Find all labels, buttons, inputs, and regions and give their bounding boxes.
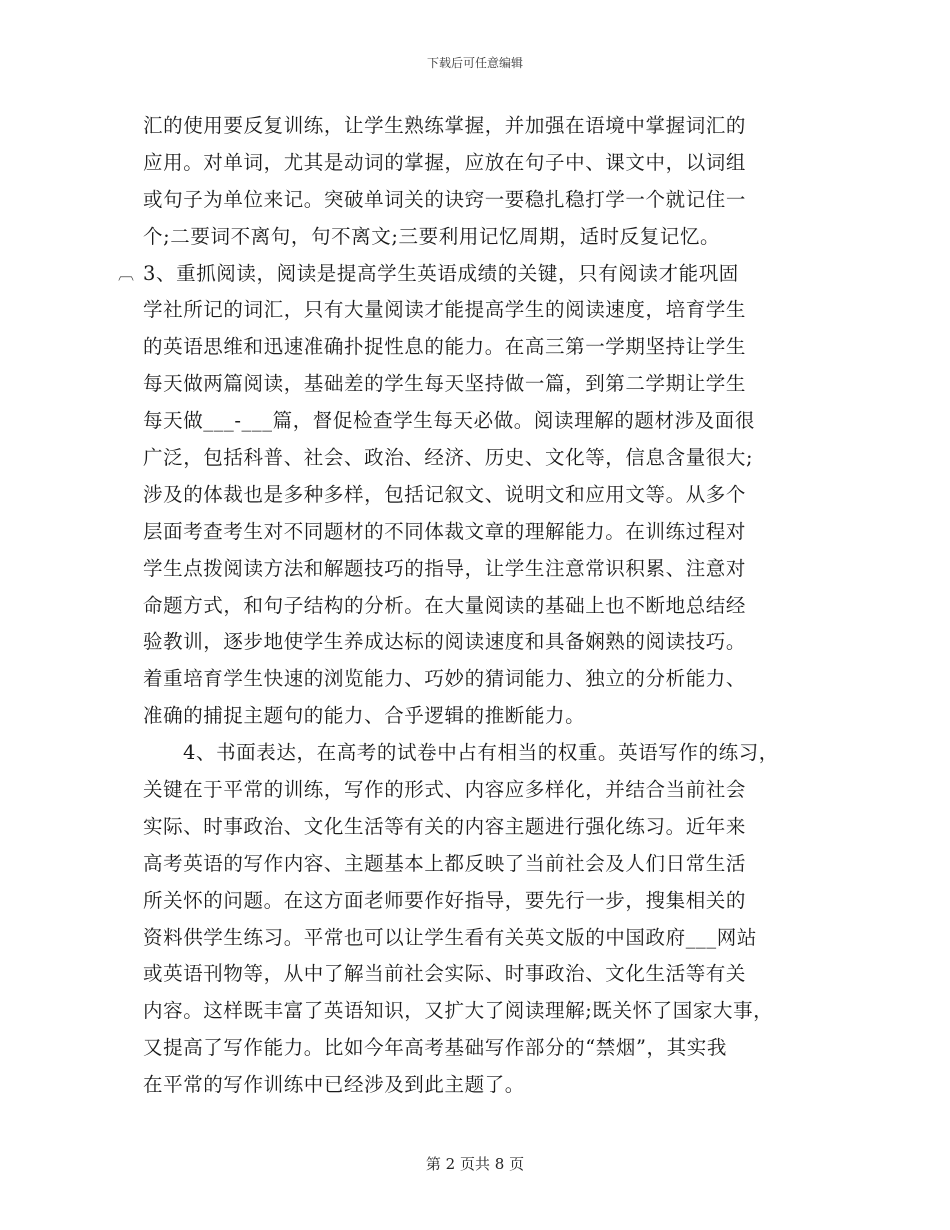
text-line: 层面考查考生对不同题材的不同体裁文章的理解能力。在训练过程对: [143, 519, 747, 543]
text-line: 每天做___-___篇，督促检查学生每天必做。阅读理解的题材涉及面很: [143, 409, 755, 433]
text-line: [118, 256, 833, 293]
text-line: 涉及的体裁也是多种多样，包括记叙文、说明文和应用文等。从多个: [143, 482, 747, 506]
page-number: 第 2 页共 8 页: [425, 1155, 525, 1173]
text-line: 或英语刊物等，从中了解当前社会实际、时事政治、文化生活等有关: [143, 962, 747, 986]
text-line: 学社所记的词汇，只有大量阅读才能提高学生的阅读速度，培育学生: [143, 298, 747, 322]
text-line: 应用。对单词，尤其是动词的掌握，应放在句子中、课文中，以词组: [143, 150, 747, 174]
text-line: 所关怀的问题。在这方面老师要作好指导，要先行一步，搜集相关的: [143, 888, 747, 912]
header-note: 下载后可任意编辑: [426, 56, 523, 70]
text-line-content: 3、重抓阅读，阅读是提高学生英语成绩的关键，只有阅读才能巩固: [143, 261, 739, 285]
text-line: 每天做两篇阅读，基础差的学生每天坚持做一篇，到第二学期让学生: [143, 372, 747, 396]
text-line: 学生点拨阅读方法和解题技巧的指导，让学生注意常识积累、注意对: [143, 556, 747, 580]
text-line: 个;二要词不离句，句不离文;三要利用记忆周期，适时反复记忆。: [143, 224, 721, 248]
text-line: 在平常的写作训练中已经涉及到此主题了。: [143, 1073, 525, 1097]
text-line: 命题方式，和句子结构的分析。在大量阅读的基础上也不断地总结经: [143, 593, 747, 617]
text-line: 或句子为单位来记。突破单词关的诀窍一要稳扎稳打学一个就记住一: [143, 187, 747, 211]
text-line: 着重培育学生快速的浏览能力、巧妙的猜词能力、独立的分析能力、: [143, 667, 747, 691]
text-line: 汇的使用要反复训练，让学生熟练掌握，并加强在语境中掌握词汇的: [143, 114, 747, 137]
text-line: 资料供学生练习。平常也可以让学生看有关英文版的中国政府___网站: [143, 925, 757, 949]
text-line: 高考英语的写作内容、主题基本上都反映了当前社会及人们日常生活: [143, 851, 747, 875]
text-line: 准确的捕捉主题句的能力、合乎逻辑的推断能力。: [143, 704, 586, 728]
bracket-mark: ︹: [118, 263, 135, 283]
text-line: 4、书面表达，在高考的试卷中占有相当的权重。英语写作的练习，: [183, 741, 779, 765]
text-line: 广泛，包括科普、社会、政治、经济、历史、文化等，信息含量很大;: [143, 446, 754, 470]
text-line: 又提高了写作能力。比如今年高考基础写作部分的“禁烟”，其实我: [143, 1036, 727, 1060]
text-line: 的英语思维和迅速准确扑捉性息的能力。在高三第一学期坚持让学生: [143, 335, 747, 359]
text-line: 实际、时事政治、文化生活等有关的内容主题进行强化练习。近年来: [143, 814, 747, 838]
text-line: 验教训，逐步地使学生养成达标的阅读速度和具备娴熟的阅读技巧。: [143, 630, 747, 654]
text-line: 内容。这样既丰富了英语知识，又扩大了阅读理解;既关怀了国家大事，: [143, 999, 774, 1023]
text-line: 关键在于平常的训练，写作的形式、内容应多样化，并结合当前社会: [143, 778, 747, 802]
document-body: [118, 108, 833, 1104]
